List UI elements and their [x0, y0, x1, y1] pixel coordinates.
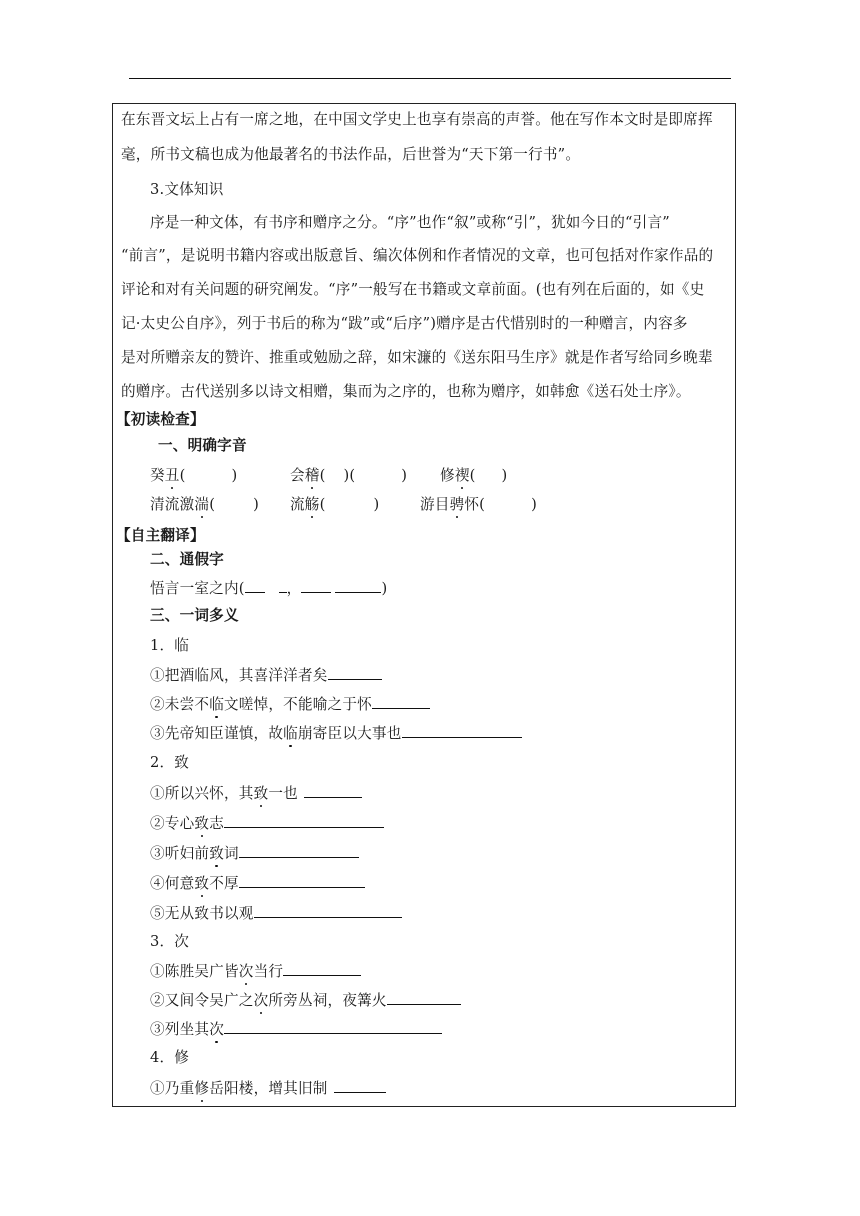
polysemy-2-4: ④何意致不厚 [150, 873, 365, 894]
tongjia-item: 悟言一室之内( ， ) [150, 580, 388, 597]
polysemy-1-3: ③先帝知臣谨慎，故临崩寄臣以大事也 [150, 723, 522, 744]
genre-line-2: “前言”，是说明书籍内容或出版意旨、编次体例和作者情况的文章，也可包括对作家作品的 [121, 247, 714, 264]
tongjia-subheading: 二、通假字 [150, 551, 224, 568]
pinyin-item-1: 癸丑( ) [150, 467, 238, 484]
intro-line-1: 在东晋文坛上占有一席之地，在中国文学史上也享有崇高的声誉。他在写作本文时是即席挥 [121, 111, 713, 128]
section-translate-title: 【自主翻译】 [116, 527, 205, 544]
polysemy-group-1-head: 1．临 [150, 637, 190, 654]
genre-heading: 3.文体知识 [150, 181, 224, 198]
polysemy-group-3-head: 3．次 [150, 933, 190, 950]
intro-line-2: 毫，所书文稿也成为他最著名的书法作品，后世誉为“天下第一行书”。 [121, 146, 581, 163]
polysemy-3-2: ②又间令吴广之次所旁丛祠，夜篝火 [150, 990, 461, 1011]
polysemy-1-2: ②未尝不临文嗟悼，不能喻之于怀 [150, 694, 430, 715]
polysemy-4-1: ①乃重修岳阳楼，增其旧制 [150, 1078, 386, 1099]
genre-line-3: 评论和对有关问题的研究阐发。“序”一般写在书籍或文章前面。(也有列在后面的，如《史 [121, 281, 705, 298]
polysemy-2-2: ②专心致志 [150, 813, 384, 834]
genre-line-1: 序是一种文体，有书序和赠序之分。“序”也作“叙”或称“引”，犹如今日的“引言” [150, 214, 670, 231]
polysemy-group-4-head: 4．修 [150, 1049, 190, 1066]
pinyin-item-4: 清流激湍( ) [150, 496, 259, 513]
polysemy-2-3: ③听妇前致词 [150, 843, 359, 864]
section-read-title: 【初读检查】 [116, 411, 205, 428]
polysemy-group-2-head: 2．致 [150, 754, 190, 771]
polysemy-2-1: ①所以兴怀，其致一也 [150, 783, 362, 804]
genre-line-4: 记·太史公自序》，列于书后的称为“跋”或“后序”)赠序是古代惜别时的一种赠言，内容多 [121, 315, 688, 332]
polysemy-3-1: ①陈胜吴广皆次当行 [150, 961, 361, 982]
genre-line-6: 的赠序。古代送别多以诗文相赠，集而为之序的，也称为赠序，如韩愈《送石处士序》。 [121, 383, 691, 400]
pinyin-item-6: 游目骋怀( ) [420, 496, 537, 513]
pronunciation-subheading: 一、明确字音 [158, 437, 247, 454]
polysemy-1-1: ①把酒临风，其喜洋洋者矣 [150, 665, 382, 686]
pinyin-item-2: 会稽( )( ) [290, 467, 408, 484]
pinyin-item-3: 修禊( ) [440, 467, 508, 484]
polysemy-3-3: ③列坐其次 [150, 1019, 442, 1040]
header-rule [129, 78, 731, 79]
pinyin-item-5: 流觞( ) [290, 496, 380, 513]
polysemy-2-5: ⑤无从致书以观 [150, 903, 402, 924]
polysemy-subheading: 三、一词多义 [150, 607, 239, 624]
genre-line-5: 是对所赠亲友的赞许、推重或勉励之辞，如宋濂的《送东阳马生序》就是作者写给同乡晚辈 [121, 349, 713, 366]
